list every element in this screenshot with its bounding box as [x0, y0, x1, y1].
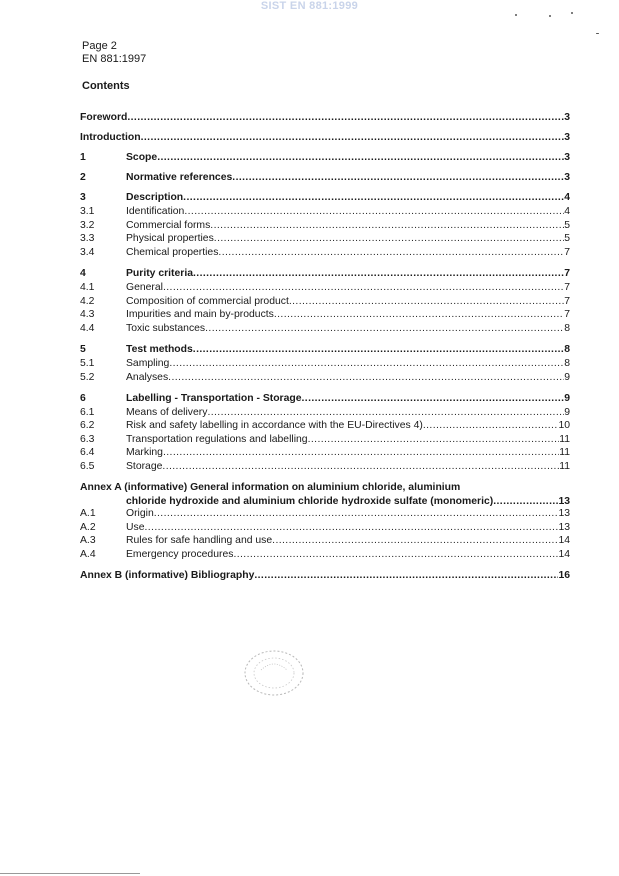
toc-title: Means of delivery	[126, 406, 208, 418]
toc-entry-scope[interactable]	[80, 152, 570, 166]
toc-entry-means-of-delivery[interactable]	[80, 407, 570, 421]
toc-number: 5	[80, 344, 86, 356]
toc-title: Composition of commercial product	[126, 295, 289, 307]
toc-page: 7	[564, 295, 570, 307]
toc-page: 10	[558, 420, 570, 432]
toc-number: 4.3	[80, 309, 95, 321]
table-of-contents	[80, 112, 570, 584]
toc-number: 6.1	[80, 406, 95, 418]
toc-title: Purity criteria	[126, 268, 193, 280]
toc-title: Description	[126, 192, 184, 204]
toc-title: General	[126, 281, 163, 293]
toc-entry-analyses[interactable]	[80, 372, 570, 386]
toc-entry-marking[interactable]	[80, 447, 570, 461]
toc-leader	[210, 220, 564, 231]
toc-leader	[184, 206, 564, 217]
toc-number: A.4	[80, 548, 96, 560]
toc-page: 7	[564, 309, 570, 321]
toc-page: 7	[564, 268, 570, 280]
toc-number: 6	[80, 393, 86, 405]
toc-leader	[193, 268, 564, 279]
toc-leader	[193, 344, 564, 355]
toc-page: 11	[559, 433, 570, 445]
toc-page: 14	[558, 535, 570, 547]
toc-leader	[308, 434, 560, 445]
toc-entry-impurities[interactable]	[80, 309, 570, 323]
page-header	[82, 40, 146, 66]
toc-title: Commercial forms	[126, 219, 211, 231]
toc-title: Sampling	[126, 357, 170, 369]
contents-heading: Contents	[82, 80, 130, 92]
toc-leader	[183, 192, 564, 203]
toc-entry-description[interactable]	[80, 192, 570, 206]
toc-entry-safe-handling[interactable]	[80, 535, 570, 549]
toc-page: 11	[559, 461, 570, 473]
toc-leader	[157, 152, 564, 163]
toc-entry-origin[interactable]	[80, 508, 570, 522]
toc-leader	[163, 282, 564, 293]
toc-title: Emergency procedures	[126, 548, 234, 560]
toc-entry-introduction[interactable]	[80, 132, 570, 146]
standard-id: EN 881:1997	[82, 53, 147, 65]
toc-leader	[144, 522, 558, 533]
toc-entry-annex-b[interactable]	[80, 570, 570, 584]
annex-a-title-line1: Annex A (informative) General information on aluminium chloride, aluminium	[80, 482, 461, 494]
toc-page: 13	[558, 521, 570, 533]
toc-number: 4.4	[80, 322, 95, 334]
toc-page: 5	[564, 219, 570, 231]
toc-number: 2	[80, 172, 86, 184]
toc-number: 1	[80, 152, 86, 164]
toc-entry-emergency-procedures[interactable]	[80, 549, 570, 563]
toc-page: 9	[564, 393, 570, 405]
toc-page: 3	[564, 172, 570, 184]
toc-page: 3	[564, 132, 570, 144]
toc-entry-foreword[interactable]	[80, 112, 570, 126]
toc-leader	[163, 447, 559, 458]
toc-page: 3	[564, 152, 570, 164]
toc-number: 3.3	[80, 233, 95, 245]
toc-number: 4.1	[80, 281, 95, 293]
toc-page: 14	[558, 548, 570, 560]
toc-title: Normative references	[126, 172, 233, 184]
toc-title: Risk and safety labelling in accordance with the EU-Directives 4)	[126, 420, 423, 432]
toc-page: 9	[564, 371, 570, 383]
toc-title: Impurities and main by-products	[126, 309, 274, 321]
toc-number: 6.2	[80, 420, 95, 432]
toc-title: Storage	[126, 461, 163, 473]
annex-a-title-line2: chloride hydroxide and aluminium chloride hydroxide sulfate (monomeric)	[126, 495, 494, 507]
toc-leader	[169, 358, 564, 369]
toc-entry-toxic-substances[interactable]	[80, 323, 570, 337]
toc-leader	[218, 247, 564, 258]
toc-number: 3.1	[80, 205, 95, 217]
toc-page: 16	[558, 570, 570, 582]
toc-leader	[168, 372, 564, 383]
toc-number: 6.5	[80, 461, 95, 473]
toc-title: Identification	[126, 205, 185, 217]
toc-entry-general[interactable]	[80, 282, 570, 296]
toc-page: 8	[564, 357, 570, 369]
toc-entry-use[interactable]	[80, 522, 570, 536]
toc-number: 5.2	[80, 371, 95, 383]
toc-number: 3.2	[80, 219, 95, 231]
toc-number: A.2	[80, 521, 96, 533]
toc-page: 11	[559, 447, 570, 459]
toc-title: Use	[126, 521, 145, 533]
toc-title: Toxic substances	[126, 322, 206, 334]
toc-entry-purity-criteria[interactable]	[80, 268, 570, 282]
toc-title: Analyses	[126, 371, 169, 383]
toc-leader	[302, 393, 565, 404]
toc-leader	[214, 233, 564, 244]
toc-page: 3	[564, 112, 570, 123]
toc-number: 5.1	[80, 357, 95, 369]
toc-title: Foreword	[80, 112, 128, 123]
watermark-text: SIST EN 881:1999	[260, 0, 359, 12]
toc-number: 3.4	[80, 246, 95, 258]
toc-leader	[493, 495, 558, 508]
toc-entry-composition[interactable]	[80, 296, 570, 310]
toc-page: 9	[564, 406, 570, 418]
toc-number: 6.4	[80, 447, 95, 459]
toc-entry-commercial-forms[interactable]	[80, 220, 570, 234]
toc-entry-chemical-properties[interactable]	[80, 247, 570, 261]
toc-leader	[423, 420, 559, 431]
toc-title: Transportation regulations and labelling	[126, 433, 308, 445]
toc-leader	[254, 570, 558, 581]
toc-page: 13	[558, 507, 570, 519]
toc-entry-annex-a[interactable]	[80, 481, 570, 508]
toc-leader	[162, 461, 559, 472]
toc-page: 7	[564, 281, 570, 293]
toc-page: 13	[558, 495, 570, 507]
toc-number: A.1	[80, 507, 96, 519]
toc-number: A.3	[80, 535, 96, 547]
toc-title: Annex B (informative) Bibliography	[80, 570, 255, 582]
page-number: Page 2	[82, 40, 117, 52]
toc-leader	[127, 112, 564, 123]
toc-entry-transportation[interactable]	[80, 434, 570, 448]
toc-page: 4	[564, 192, 570, 204]
toc-entry-risk-safety-labelling[interactable]	[80, 420, 570, 434]
toc-page: 8	[564, 322, 570, 334]
toc-entry-labelling[interactable]	[80, 393, 570, 407]
toc-leader	[289, 296, 564, 307]
toc-page: 7	[564, 246, 570, 258]
toc-title: Rules for safe handling and use	[126, 535, 273, 547]
toc-title: Labelling - Transportation - Storage	[126, 393, 302, 405]
toc-leader	[272, 535, 558, 546]
toc-title: Test methods	[126, 344, 193, 356]
toc-title: Chemical properties	[126, 246, 219, 258]
toc-leader	[205, 323, 564, 334]
toc-title: Origin	[126, 507, 154, 519]
toc-entry-physical-properties[interactable]	[80, 233, 570, 247]
toc-number: 3	[80, 192, 86, 204]
toc-entry-test-methods[interactable]	[80, 344, 570, 358]
toc-leader	[207, 407, 564, 418]
toc-leader	[141, 132, 565, 143]
toc-leader	[233, 549, 558, 560]
toc-title: Physical properties	[126, 233, 214, 245]
toc-entry-storage[interactable]	[80, 461, 570, 475]
toc-page: 5	[564, 233, 570, 245]
toc-number: 6.3	[80, 433, 95, 445]
toc-leader	[154, 508, 559, 519]
toc-title: Marking	[126, 447, 163, 459]
faint-seal-stamp	[243, 648, 305, 698]
toc-title: Scope	[126, 152, 158, 164]
toc-entry-identification[interactable]	[80, 206, 570, 220]
toc-entry-sampling[interactable]	[80, 358, 570, 372]
toc-page: 4	[564, 205, 570, 217]
toc-leader	[232, 172, 564, 183]
toc-title: Introduction	[80, 132, 141, 144]
toc-page: 8	[564, 344, 570, 356]
toc-entry-normative-references[interactable]	[80, 172, 570, 186]
toc-leader	[274, 309, 564, 320]
toc-number: 4	[80, 268, 86, 280]
toc-number: 4.2	[80, 295, 95, 307]
